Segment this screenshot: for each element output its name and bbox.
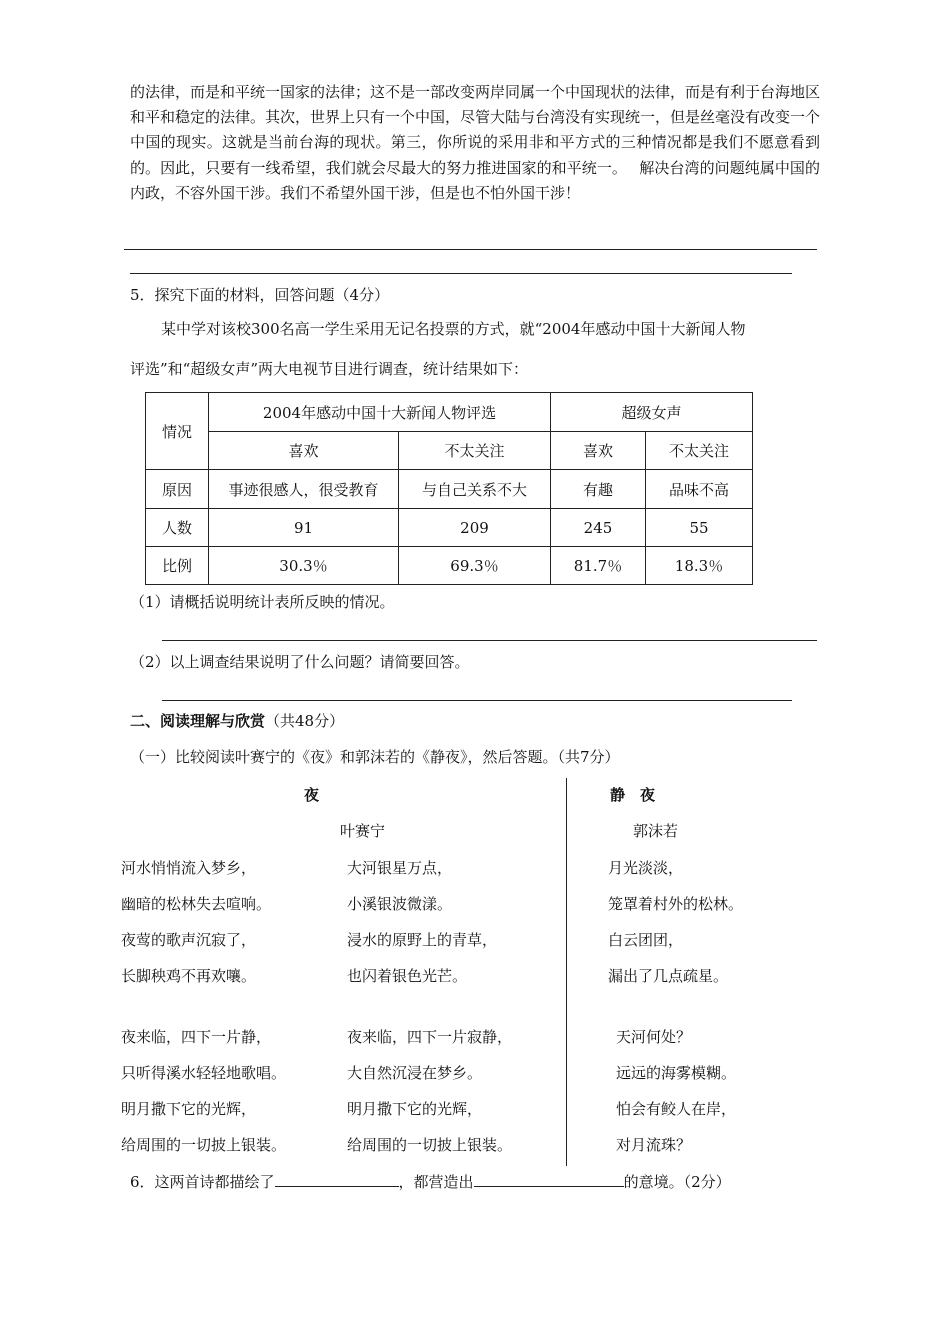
- poem2-line: 天河何处？: [616, 1028, 692, 1046]
- poem1-line: 长脚秧鸡不再欢嚷。: [121, 967, 257, 985]
- answer-blank[interactable]: [474, 1172, 624, 1187]
- section-heading-title: 二、阅读理解与欣赏: [130, 712, 266, 730]
- table-cell: 18.3％: [646, 547, 753, 585]
- table-subheader-like: 喜欢: [551, 432, 646, 470]
- poem1-line: 明月撒下它的光辉，: [347, 1100, 483, 1118]
- poem1-line: 大河银星万点，: [347, 859, 453, 877]
- column-divider: [566, 778, 567, 1166]
- poem1-line: 小溪银波微漾。: [347, 895, 453, 913]
- poem2-line: 远远的海雾模糊。: [616, 1064, 737, 1082]
- table-cell: 与自己关系不大: [399, 470, 551, 509]
- poem2-author: 郭沫若: [633, 822, 679, 840]
- table-row: [146, 547, 753, 585]
- question-6: [130, 1171, 731, 1192]
- answer-line[interactable]: [162, 640, 817, 641]
- poem1-author: 叶赛宁: [340, 822, 386, 840]
- question-6-suffix: 的意境。（2分）: [623, 1173, 731, 1191]
- poem1-line: 大自然沉浸在梦乡。: [347, 1064, 483, 1082]
- table-row-label: 比例: [146, 547, 209, 585]
- answer-line[interactable]: [130, 273, 792, 274]
- poem1-line: 给周围的一切披上银装。: [347, 1136, 513, 1154]
- poem2-line: 笼罩着村外的松林。: [608, 895, 744, 913]
- question-5-intro-line1: 某中学对该校300名高一学生采用无记名投票的方式，就“2004年感动中国十大新闻人物: [161, 320, 746, 338]
- table-cell: 30.3％: [209, 547, 399, 585]
- poem2-line: 怕会有鲛人在岸，: [616, 1100, 737, 1118]
- poem1-title: 夜: [304, 786, 320, 804]
- poem2-line: 白云团团，: [608, 931, 684, 949]
- poem1-line: 浸水的原野上的青草，: [347, 931, 498, 949]
- table-cell: 69.3％: [399, 547, 551, 585]
- section-heading-score: （共48分）: [265, 712, 345, 730]
- poem1-line: 夜来临，四下一片寂静，: [347, 1028, 513, 1046]
- part1-instructions: （一）比较阅读叶赛宁的《夜》和郭沫若的《静夜》，然后答题。（共7分）: [130, 748, 620, 766]
- poem1-line: 幽暗的松林失去喧响。: [121, 895, 272, 913]
- question-5-sub2: （2）以上调查结果说明了什么问题？请简要回答。: [130, 653, 470, 671]
- question-6-middle: ，都营造出: [398, 1173, 474, 1191]
- question-5-intro-line2: 评选”和“超级女声”两大电视节目进行调查，统计结果如下：: [130, 360, 529, 378]
- table-subheader-not-care: 不太关注: [646, 432, 753, 470]
- table-header-program1: 2004年感动中国十大新闻人物评选: [209, 393, 551, 432]
- table-cell: 209: [399, 509, 551, 547]
- poem1-line: 只听得溪水轻轻地歌唱。: [121, 1064, 287, 1082]
- poem2-line: 漏出了几点疏星。: [608, 967, 729, 985]
- poem2-line: 对月流珠？: [616, 1136, 692, 1154]
- poem2-title: 静 夜: [610, 786, 656, 804]
- question-5-title: 5．探究下面的材料，回答问题（4分）: [130, 286, 390, 304]
- section-heading: [130, 710, 344, 731]
- answer-line[interactable]: [124, 249, 817, 250]
- poem1-line: 夜莺的歌声沉寂了，: [121, 931, 257, 949]
- answer-blank[interactable]: [275, 1172, 399, 1187]
- poem1-line: 也闪着银色光芒。: [347, 967, 468, 985]
- table-subheader-like: 喜欢: [209, 432, 399, 470]
- intro-paragraph: 的法律，而是和平统一国家的法律；这不是一部改变两岸同属一个中国现状的法律，而是有利于台海地区和平和稳定的法律。其次，世界上只有一个中国，尽管大陆与台湾没有实现统一，但是丝毫没有改变一个中国的现实。这就是当前台海的现状。第三，你所说的采用非和平方式的三种情况都是我们不愿意看到的。因此，只要有一线希望，我们就会尽最大的努力推进国家的和平统一。 解决台湾的问题纯属中国的内政，不容外国干涉。我们不希望外国干涉，但是也不怕外国干涉！: [130, 83, 821, 202]
- table-cell: 91: [209, 509, 399, 547]
- poem1-line: 河水悄悄流入梦乡，: [121, 859, 257, 877]
- table-cell: 81.7％: [551, 547, 646, 585]
- table-cell: 有趣: [551, 470, 646, 509]
- question-5-sub1: （1）请概括说明统计表所反映的情况。: [130, 593, 395, 611]
- table-corner: 情况: [146, 393, 209, 470]
- table-cell: 245: [551, 509, 646, 547]
- poem1-line: 明月撒下它的光辉，: [121, 1100, 257, 1118]
- table-row-label: 人数: [146, 509, 209, 547]
- poem1-line: 给周围的一切披上银装。: [121, 1136, 287, 1154]
- answer-line[interactable]: [162, 700, 792, 701]
- survey-table: [145, 392, 753, 585]
- poem2-line: 月光淡淡，: [608, 859, 684, 877]
- table-cell: 事迹很感人，很受教育: [209, 470, 399, 509]
- table-cell: 55: [646, 509, 753, 547]
- poem1-line: 夜来临，四下一片静，: [121, 1028, 272, 1046]
- table-row-label: 原因: [146, 470, 209, 509]
- table-cell: 品味不高: [646, 470, 753, 509]
- table-subheader-not-care: 不太关注: [399, 432, 551, 470]
- question-6-prefix: 6．这两首诗都描绘了: [130, 1173, 275, 1191]
- table-row: [146, 509, 753, 547]
- table-header-program2: 超级女声: [551, 393, 753, 432]
- table-row: [146, 470, 753, 509]
